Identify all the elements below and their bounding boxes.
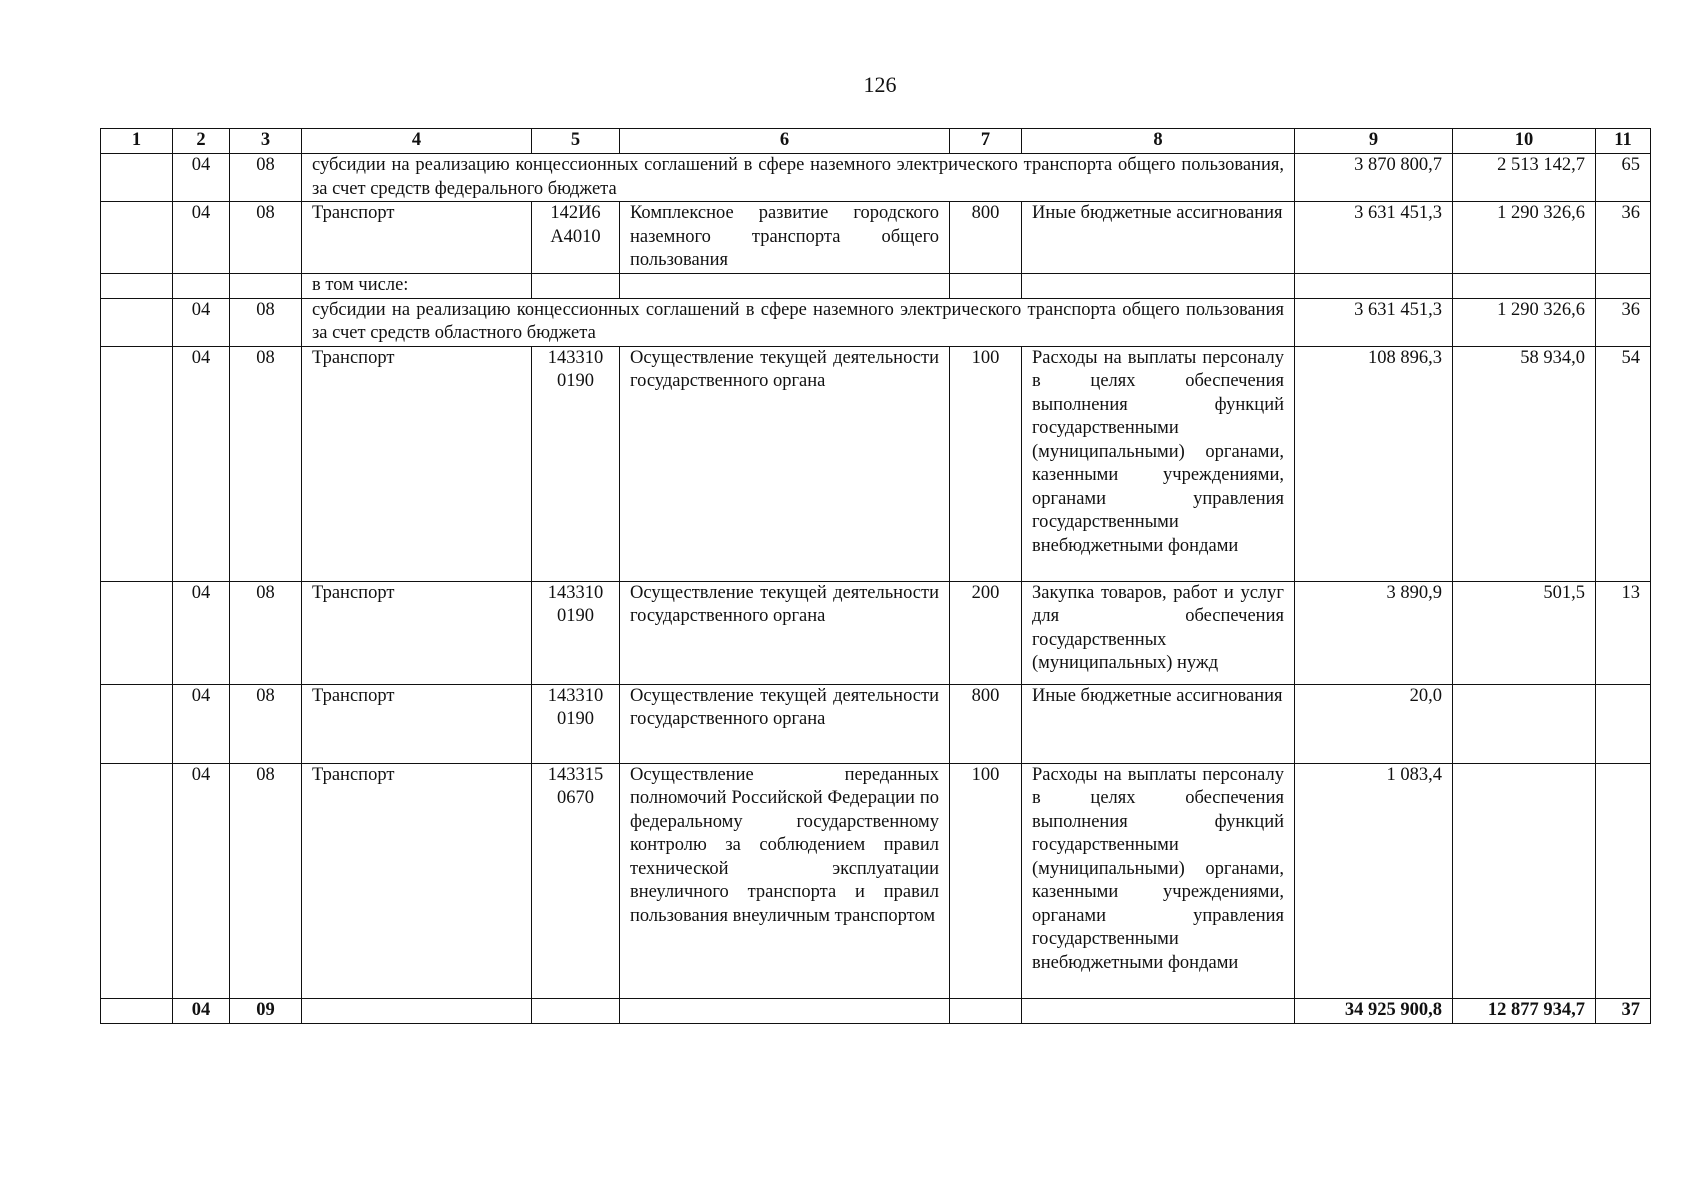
cell-amount-actual: 1 290 326,6 bbox=[1453, 202, 1596, 274]
cell-amount-plan: 3 631 451,3 bbox=[1295, 298, 1453, 346]
cell-name: Транспорт bbox=[302, 581, 532, 684]
cell-amount-actual bbox=[1453, 763, 1596, 998]
cell-program bbox=[620, 273, 950, 298]
cell-expense-type bbox=[950, 273, 1022, 298]
header-cell: 2 bbox=[173, 129, 230, 154]
cell-program: Осуществление переданных полномочий Российской Федерации по федеральному государственному контролю за соблюдением правил технической эксплуатации внеуличного транспорта и правил пользования внеуличным транспортом bbox=[620, 763, 950, 998]
cell-amount-actual: 2 513 142,7 bbox=[1453, 154, 1596, 202]
cell-section: 04 bbox=[173, 684, 230, 763]
cell-amount-actual bbox=[1453, 273, 1596, 298]
cell-percent: 36 bbox=[1596, 202, 1651, 274]
cell-program: Комплексное развитие городского наземного транспорта общего пользования bbox=[620, 202, 950, 274]
cell-expense-description: Закупка товаров, работ и услуг для обеспечения государственных (муниципальных) нужд bbox=[1022, 581, 1295, 684]
cell-amount-plan: 3 631 451,3 bbox=[1295, 202, 1453, 274]
cell-expense-description: Иные бюджетные ассигнования bbox=[1022, 202, 1295, 274]
cell-percent bbox=[1596, 763, 1651, 998]
cell-percent: 65 bbox=[1596, 154, 1651, 202]
cell-target-code: 143315 0670 bbox=[532, 763, 620, 998]
header-cell: 8 bbox=[1022, 129, 1295, 154]
cell-subsection: 08 bbox=[230, 763, 302, 998]
cell-name: Транспорт bbox=[302, 684, 532, 763]
total-amount-actual: 12 877 934,7 bbox=[1453, 998, 1596, 1023]
cell-subsection: 08 bbox=[230, 684, 302, 763]
table-row bbox=[101, 273, 1651, 298]
cell-program: Осуществление текущей деятельности государственного органа bbox=[620, 346, 950, 581]
cell-col1 bbox=[101, 202, 173, 274]
cell-section: 04 bbox=[173, 154, 230, 202]
cell-percent: 13 bbox=[1596, 581, 1651, 684]
header-cell: 4 bbox=[302, 129, 532, 154]
header-cell: 6 bbox=[620, 129, 950, 154]
table-row bbox=[101, 202, 1651, 274]
cell-subsection: 08 bbox=[230, 581, 302, 684]
cell-target-code: 143310 0190 bbox=[532, 684, 620, 763]
cell-amount-plan: 108 896,3 bbox=[1295, 346, 1453, 581]
cell-section: 04 bbox=[173, 298, 230, 346]
total-subsection: 09 bbox=[230, 998, 302, 1023]
cell-section: 04 bbox=[173, 346, 230, 581]
total-row bbox=[101, 998, 1651, 1023]
cell-col1 bbox=[101, 998, 173, 1023]
cell-section: 04 bbox=[173, 763, 230, 998]
cell-target-code bbox=[532, 998, 620, 1023]
cell-amount-plan: 1 083,4 bbox=[1295, 763, 1453, 998]
cell-col1 bbox=[101, 684, 173, 763]
cell-expense-type: 200 bbox=[950, 581, 1022, 684]
cell-subsection: 08 bbox=[230, 154, 302, 202]
cell-target-code: 143310 0190 bbox=[532, 581, 620, 684]
cell-target-code bbox=[532, 273, 620, 298]
cell-name bbox=[302, 998, 532, 1023]
cell-percent bbox=[1596, 273, 1651, 298]
cell-name: Транспорт bbox=[302, 763, 532, 998]
cell-expense-type: 100 bbox=[950, 763, 1022, 998]
cell-subsection: 08 bbox=[230, 298, 302, 346]
cell-col1 bbox=[101, 154, 173, 202]
cell-expense-type: 100 bbox=[950, 346, 1022, 581]
cell-amount-plan: 20,0 bbox=[1295, 684, 1453, 763]
header-cell: 10 bbox=[1453, 129, 1596, 154]
cell-percent: 54 bbox=[1596, 346, 1651, 581]
total-section: 04 bbox=[173, 998, 230, 1023]
cell-amount-plan: 3 890,9 bbox=[1295, 581, 1453, 684]
header-cell: 9 bbox=[1295, 129, 1453, 154]
cell-expense-description bbox=[1022, 998, 1295, 1023]
cell-percent bbox=[1596, 684, 1651, 763]
total-amount-plan: 34 925 900,8 bbox=[1295, 998, 1453, 1023]
cell-expense-description bbox=[1022, 273, 1295, 298]
cell-expense-type: 800 bbox=[950, 202, 1022, 274]
table-row bbox=[101, 346, 1651, 581]
cell-amount-plan: 3 870 800,7 bbox=[1295, 154, 1453, 202]
cell-expense-description: Иные бюджетные ассигнования bbox=[1022, 684, 1295, 763]
cell-program bbox=[620, 998, 950, 1023]
header-cell: 7 bbox=[950, 129, 1022, 154]
cell-section: 04 bbox=[173, 581, 230, 684]
header-cell: 11 bbox=[1596, 129, 1651, 154]
cell-amount-actual: 501,5 bbox=[1453, 581, 1596, 684]
table-row bbox=[101, 684, 1651, 763]
cell-amount-actual bbox=[1453, 684, 1596, 763]
cell-name: Транспорт bbox=[302, 346, 532, 581]
cell-name: Транспорт bbox=[302, 202, 532, 274]
cell-col1 bbox=[101, 273, 173, 298]
cell-expense-type: 800 bbox=[950, 684, 1022, 763]
cell-including-note: в том числе: bbox=[302, 273, 532, 298]
cell-subsection: 08 bbox=[230, 202, 302, 274]
cell-expense-type bbox=[950, 998, 1022, 1023]
table-row bbox=[101, 581, 1651, 684]
header-cell: 3 bbox=[230, 129, 302, 154]
cell-program: Осуществление текущей деятельности государственного органа bbox=[620, 581, 950, 684]
cell-section bbox=[173, 273, 230, 298]
cell-expense-description: Расходы на выплаты персоналу в целях обеспечения выполнения функций государственными (муниципальными) органами, казенными учреждениями, органами управления государственными внебюджетными фондами bbox=[1022, 346, 1295, 581]
cell-section: 04 bbox=[173, 202, 230, 274]
cell-subsection bbox=[230, 273, 302, 298]
table-row bbox=[101, 763, 1651, 998]
total-percent: 37 bbox=[1596, 998, 1651, 1023]
header-row bbox=[101, 129, 1651, 154]
table-row bbox=[101, 298, 1651, 346]
page-number: 126 bbox=[863, 72, 897, 97]
cell-percent: 36 bbox=[1596, 298, 1651, 346]
cell-expense-description: Расходы на выплаты персоналу в целях обеспечения выполнения функций государственными (муниципальными) органами, казенными учреждениями, органами управления государственными внебюджетными фондами bbox=[1022, 763, 1295, 998]
cell-amount-actual: 1 290 326,6 bbox=[1453, 298, 1596, 346]
cell-subsidy-description: субсидии на реализацию концессионных соглашений в сфере наземного электрического транспорта общего пользования, за счет средств федерального бюджета bbox=[302, 154, 1295, 202]
cell-col1 bbox=[101, 581, 173, 684]
header-cell: 1 bbox=[101, 129, 173, 154]
cell-col1 bbox=[101, 763, 173, 998]
cell-target-code: 142И6 А4010 bbox=[532, 202, 620, 274]
cell-col1 bbox=[101, 346, 173, 581]
cell-program: Осуществление текущей деятельности государственного органа bbox=[620, 684, 950, 763]
cell-subsidy-description: субсидии на реализацию концессионных соглашений в сфере наземного электрического транспорта общего пользования за счет средств областного бюджета bbox=[302, 298, 1295, 346]
cell-target-code: 143310 0190 bbox=[532, 346, 620, 581]
cell-subsection: 08 bbox=[230, 346, 302, 581]
cell-col1 bbox=[101, 298, 173, 346]
cell-amount-plan bbox=[1295, 273, 1453, 298]
header-cell: 5 bbox=[532, 129, 620, 154]
cell-amount-actual: 58 934,0 bbox=[1453, 346, 1596, 581]
budget-table bbox=[100, 128, 1651, 1024]
table-row bbox=[101, 154, 1651, 202]
